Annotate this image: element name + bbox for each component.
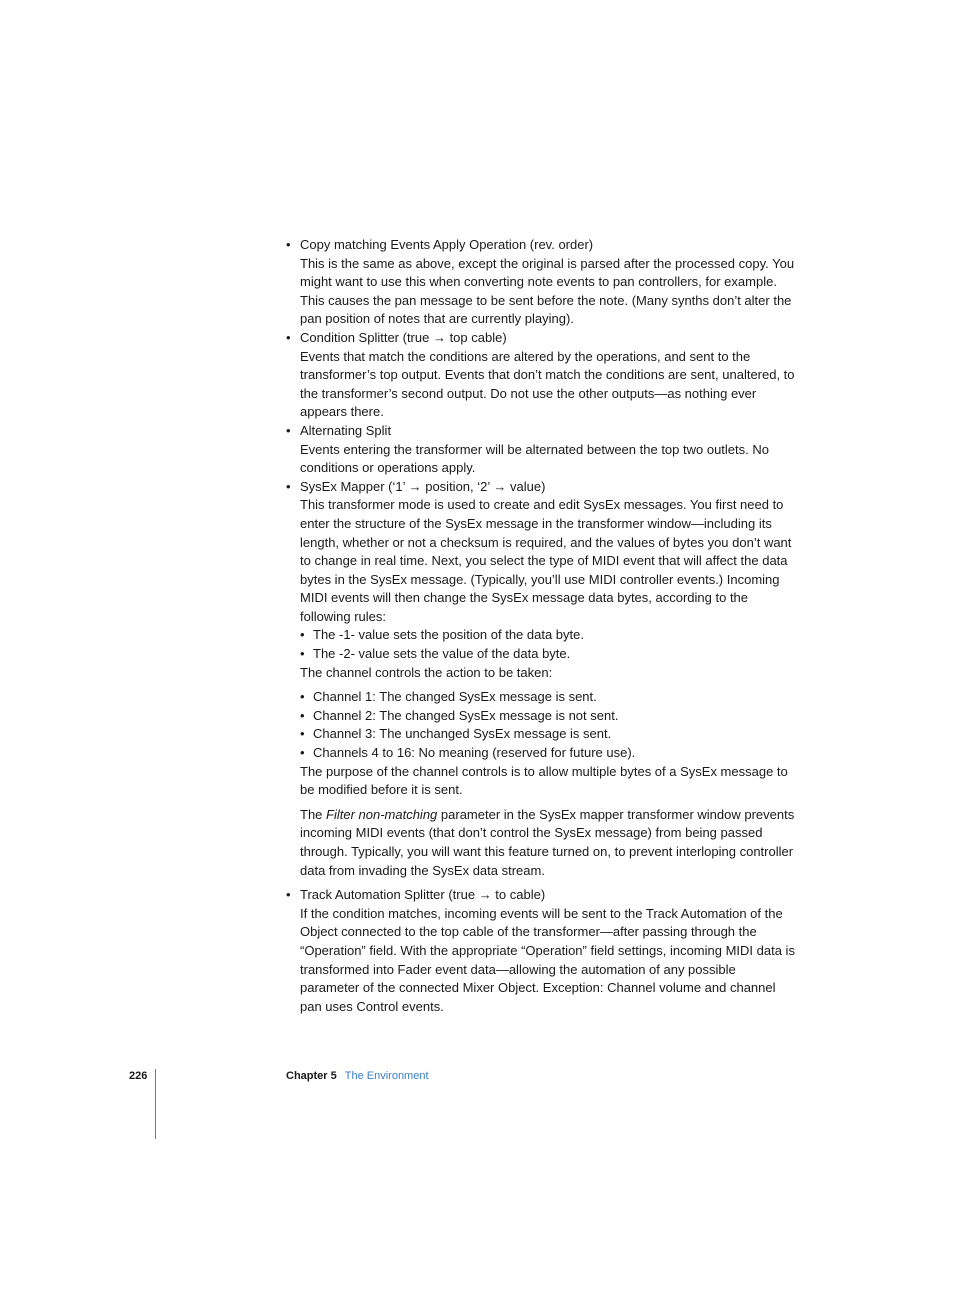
bullet: •	[286, 237, 291, 252]
chapter-name: The Environment	[344, 1070, 429, 1082]
item-body: This transformer mode is used to create and edit SysEx messages. You first need to enter the structure of the SysEx message in the transformer window—including its length, whether or not a checksum is required, and the values of bytes you don’t want to change in real time. Next, you select the type of MIDI event that will affect the data bytes in the SysEx message. (Typically, you’ll use MIDI controller events.) Incoming MIDI events will then change the SysEx message data bytes, according to the following rules:	[300, 497, 792, 624]
item-title: Track Automation Splitter (true → to cable)	[300, 887, 546, 903]
filter-paragraph	[300, 806, 798, 880]
rule-item	[300, 626, 798, 645]
bullet: •	[286, 422, 291, 438]
item-body: If the condition matches, incoming events will be sent to the Track Automation of the Object connected to the top cable of the transformer—after passing through the “Operation” field. With the appropriate “Operation” field settings, incoming MIDI data is transformed into Fader event data—allowing the automation of any possible parameter of the connected Mixer Object. Exception: Channel volume and channel pan uses Control events.	[300, 905, 795, 1014]
channel-intro: The channel controls the action to be taken:	[300, 664, 553, 680]
item-title: Condition Splitter (true → top cable)	[300, 329, 507, 345]
rule-text: The -1- value sets the position of the data byte.	[313, 627, 584, 643]
channel-item	[300, 744, 798, 763]
channel-item	[300, 725, 798, 744]
list-item-condition-splitter	[286, 329, 798, 422]
bullet: •	[286, 887, 291, 903]
rule-item	[300, 645, 798, 664]
channel-text: Channel 1: The changed SysEx message is sent.	[313, 689, 597, 705]
page-content	[286, 236, 798, 1016]
channel-item	[300, 707, 798, 726]
list-item-copy-matching	[286, 236, 798, 329]
chapter-label: Chapter 5	[286, 1070, 337, 1082]
bullet: •	[300, 707, 305, 723]
filter-prefix: The	[300, 806, 327, 822]
bullet: •	[300, 689, 305, 705]
list-item-alternating-split	[286, 422, 798, 478]
footer-chapter	[286, 1070, 429, 1082]
filter-suffix: parameter in the SysEx mapper transformer window prevents incoming MIDI events (that don’t control the SysEx message) from being passed through. Typically, you will want this feature turned on, to prevent interloping controller data from invading the SysEx data stream.	[300, 806, 795, 878]
filter-term: Filter non-matching	[326, 806, 438, 822]
footer-divider	[155, 1069, 156, 1139]
item-title: Copy matching Events Apply Operation (rev. order)	[300, 237, 594, 252]
channel-text: Channel 3: The unchanged SysEx message is sent.	[313, 726, 612, 742]
bullet: •	[300, 726, 305, 742]
rule-text: The -2- value sets the value of the data byte.	[313, 646, 571, 662]
item-body: Events that match the conditions are altered by the operations, and sent to the transformer’s top output. Events that don’t match the conditions are sent, unaltered, to the transformer’s second output. Do not use the other outputs—as nothing ever appears there.	[300, 348, 795, 420]
bullet: •	[300, 646, 305, 662]
list-item-track-automation	[286, 886, 798, 1016]
channel-text: Channels 4 to 16: No meaning (reserved for future use).	[313, 745, 636, 761]
purpose-paragraph: The purpose of the channel controls is to allow multiple bytes of a SysEx message to be modified before it is sent.	[300, 763, 788, 798]
channel-text: Channel 2: The changed SysEx message is not sent.	[313, 707, 619, 723]
item-body: Events entering the transformer will be alternated between the top two outlets. No conditions or operations apply.	[300, 441, 769, 476]
item-title: SysEx Mapper (‘1’ → position, ‘2’ → value)	[300, 478, 546, 494]
bullet: •	[300, 745, 305, 761]
list-item-sysex-mapper	[286, 478, 798, 880]
item-title: Alternating Split	[300, 422, 392, 438]
channel-item	[300, 688, 798, 707]
bullet: •	[286, 478, 291, 494]
page-number: 226	[129, 1070, 148, 1082]
bullet: •	[300, 627, 305, 643]
bullet: •	[286, 329, 291, 345]
item-body: This is the same as above, except the original is parsed after the processed copy. You might want to use this when converting note events to pan controllers, for example. This causes the pan message to be sent before the note. (Many synths don’t alter the pan position of notes that are currently playing).	[300, 255, 795, 327]
